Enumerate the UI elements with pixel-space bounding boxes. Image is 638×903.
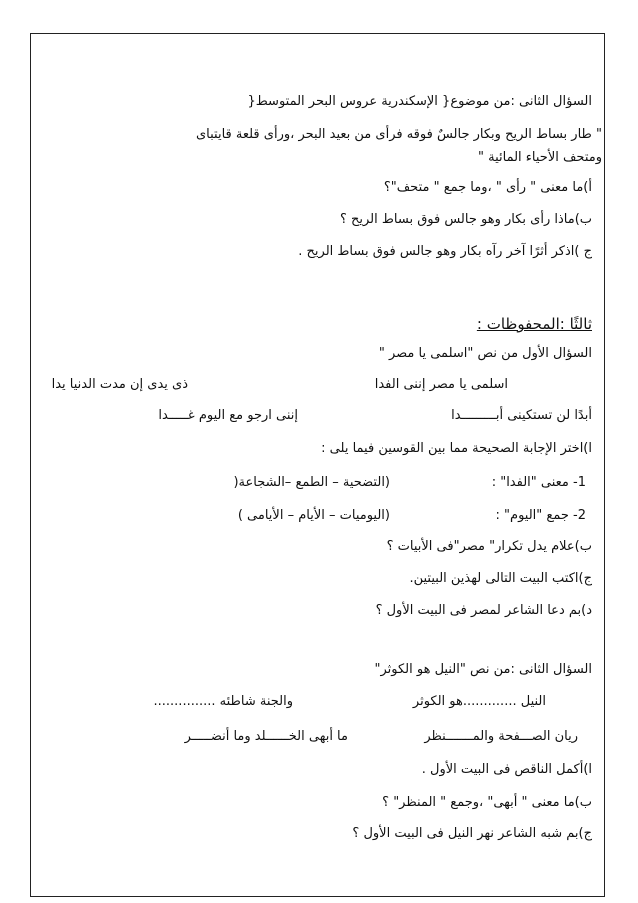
choose-correct-instruction: ا)اختر الإجابة الصحيحة مما بين القوسين فيما يلى : xyxy=(321,441,592,456)
choice-2-options: (اليوميات – الأيام – الأيامى ) xyxy=(237,508,390,523)
nile-verse-1-second: والجنة شاطئه ............... xyxy=(153,694,293,709)
question-a: أ)ما معنى " رأى " ،وما جمع " متحف"؟ xyxy=(383,180,592,195)
nile-verse-2-second: ما أبهى الخــــــلد وما أنضـــــر xyxy=(184,729,348,744)
question-d: د)بم دعا الشاعر لمصر فى البيت الأول ؟ xyxy=(375,603,592,618)
verse-1-first-hemistich: اسلمى يا مصر إننى الفدا xyxy=(374,377,508,392)
passage-line-1: " طار بساط الريح وبكار جالسٌ فوقه فرأى من بعيد البحر ،ورأى قلعة قايتباى xyxy=(195,127,602,142)
passage-line-2: ومتحف الأحياء المائية " xyxy=(477,150,602,165)
nile-verse-2-first: ريان الصـــفحة والمـــــــنظر xyxy=(424,729,578,744)
section-title: ثالثًا :المحفوظات : xyxy=(476,315,592,333)
q2-heading: السؤال الثانى :من موضوع{ الإسكندرية عروس البحر المتوسط{ xyxy=(247,94,592,109)
verse-2-second-hemistich: إننى ارجو مع اليوم غـــــدا xyxy=(158,408,298,423)
question-b: ب)ماذا رأى بكار وهو جالس فوق بساط الريح ؟ xyxy=(339,212,592,227)
question-c: ج)بم شبه الشاعر نهر النيل فى البيت الأول ؟ xyxy=(352,826,592,841)
verse-1-second-hemistich: ذى يدى إن مدت الدنيا يدا xyxy=(51,377,188,392)
q2-nile-heading: السؤال الثانى :من نص "النيل هو الكوثر" xyxy=(374,662,592,677)
verse-2-first-hemistich: أبدًا لن تستكينى أبـــــــــدا xyxy=(451,408,592,423)
choice-2-label: 2- جمع "اليوم" : xyxy=(495,508,586,523)
question-b: ب)علام يدل تكرار" مصر"فى الأبيات ؟ xyxy=(386,539,592,554)
question-b: ب)ما معنى " أبهى" ،وجمع " المنظر" ؟ xyxy=(382,795,592,810)
question-c: ج)اكتب البيت التالى لهذين البيتين. xyxy=(409,571,592,586)
nile-verse-1-first: النيل .............هو الكوثر xyxy=(412,694,546,709)
choice-1-label: 1- معنى "الفدا" : xyxy=(491,475,586,490)
question-c: ج )اذكر أثرًا آخر رآه بكار وهو جالس فوق بساط الريح . xyxy=(298,244,592,259)
choice-1-options: (التضحية – الطمع –الشجاعة( xyxy=(233,475,390,490)
q1-heading: السؤال الأول من نص "اسلمى يا مصر " xyxy=(378,346,592,361)
question-a: ا)أكمل الناقص فى البيت الأول . xyxy=(421,762,592,777)
